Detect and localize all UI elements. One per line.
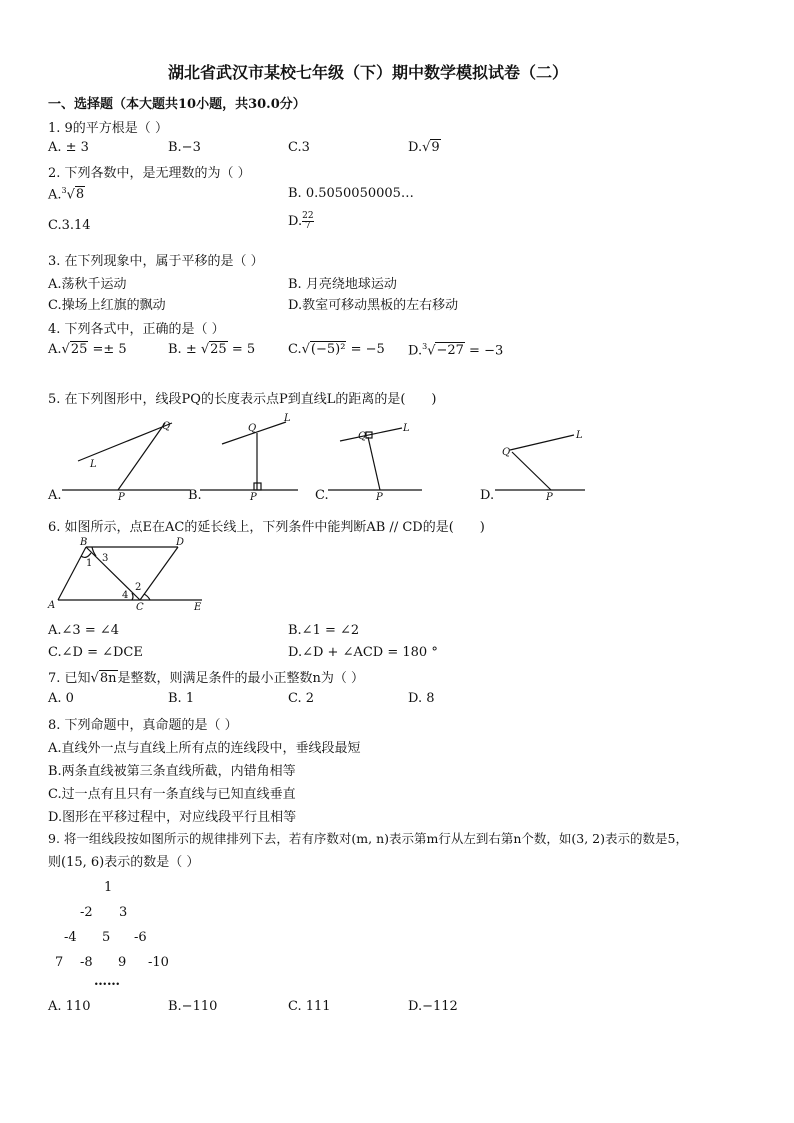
q5a-label-p: P [118, 492, 125, 503]
q5d-line-l [510, 435, 574, 450]
q6-angle-2-arc [144, 594, 150, 600]
q9-row2-n1: -2 [80, 905, 93, 920]
q5c-line-l [340, 428, 402, 441]
q1-option-c[interactable]: C.3 [288, 140, 310, 155]
q6-option-d[interactable]: D.∠D + ∠ACD = 180 ° [288, 645, 438, 660]
q5d-segment-pq [512, 452, 551, 490]
q5c-label-q: Q [358, 431, 367, 442]
q3-option-b[interactable]: B. 月亮绕地球运动 [288, 277, 397, 292]
q6-option-b[interactable]: B.∠1 = ∠2 [288, 623, 360, 638]
q8-option-c[interactable]: C.过一点有且只有一条直线与已知直线垂直 [48, 787, 296, 802]
q9-row4-n4: -10 [148, 955, 169, 970]
q9-ellipsis: …… [94, 974, 120, 989]
q6-option-c[interactable]: C.∠D = ∠DCE [48, 645, 143, 660]
q9-option-c[interactable]: C. 111 [288, 999, 331, 1014]
q9-row1-n1: 1 [104, 880, 113, 895]
q5c-label-l: L [403, 423, 410, 434]
q6-label-a: A [48, 600, 56, 611]
q5c-label-p: P [376, 492, 383, 503]
q5a-segment-pq [118, 423, 165, 490]
q6-line-bc [86, 547, 140, 600]
q8-option-b[interactable]: B.两条直线被第三条直线所截，内错角相等 [48, 764, 296, 779]
q6-figure [40, 536, 220, 614]
q5a-line-l [78, 423, 172, 461]
section-heading: 一、选择题（本大题共10小题，共30.0分） [48, 97, 306, 112]
q6-stem: 6. 如图所示，点E在AC的延长线上，下列条件中能判断AB // CD的是( ) [48, 520, 485, 535]
q3-option-a[interactable]: A.荡秋千运动 [48, 277, 127, 292]
q2-stem: 2. 下列各数中，是无理数的为（ ） [48, 166, 251, 181]
q5d-label-l: L [576, 430, 583, 441]
q3-stem: 3. 在下列现象中，属于平移的是（ ） [48, 254, 264, 269]
q5b-label-p: P [250, 492, 257, 503]
q7-option-a[interactable]: A. 0 [48, 691, 74, 706]
q6-angle-4-arc [132, 593, 133, 600]
q3-option-c[interactable]: C.操场上红旗的飘动 [48, 298, 166, 313]
q5-option-b[interactable]: B. [188, 488, 202, 503]
q6-label-4: 4 [122, 590, 129, 601]
q6-label-e: E [194, 602, 202, 613]
q6-label-2: 2 [135, 582, 142, 593]
q2-option-b[interactable]: B. 0.5050050005… [288, 186, 414, 201]
q5-option-c[interactable]: C. [315, 488, 329, 503]
q6-label-3: 3 [102, 553, 109, 564]
q1-stem: 1. 9的平方根是（ ） [48, 121, 168, 136]
q9-stem-line1: 9. 将一组线段按如图所示的规律排列下去，若有序数对(m, n)表示第m行从左到右第n个数，如(3, 2)表示的数是5， [48, 831, 688, 846]
page-title: 湖北省武汉市某校七年级（下）期中数学模拟试卷（二） [168, 63, 569, 82]
q8-stem: 8. 下列命题中，真命题的是（ ） [48, 718, 238, 733]
q9-row3-n2: 5 [102, 930, 111, 945]
q6-label-1: 1 [86, 558, 93, 569]
q5a-label-q: Q [162, 421, 171, 432]
q6-label-c: C [136, 602, 144, 613]
q9-option-d[interactable]: D.−112 [408, 999, 458, 1014]
q2-option-c[interactable]: C.3.14 [48, 218, 91, 233]
q4-option-d[interactable]: D.$^3$√−27 = −3 [408, 342, 504, 359]
q3-option-d[interactable]: D.教室可移动黑板的左右移动 [288, 298, 459, 313]
q6-line-ab [58, 547, 86, 600]
q4-option-b[interactable]: B. ± √25 = 5 [168, 342, 256, 357]
q9-row4-n1: 7 [55, 955, 64, 970]
q5c-segment-pq [368, 437, 380, 490]
q5-stem: 5. 在下列图形中，线段PQ的长度表示点P到直线L的距离的是( ) [48, 392, 437, 407]
q9-stem-line2: 则(15, 6)表示的数是（ ） [48, 855, 200, 870]
q6-label-b: B [80, 537, 88, 548]
q5-option-d[interactable]: D. [480, 488, 495, 503]
q1-option-a[interactable]: A. ± 3 [48, 140, 89, 155]
q9-row2-n2: 3 [119, 905, 128, 920]
q7-option-b[interactable]: B. 1 [168, 691, 195, 706]
q9-row3-n1: -4 [64, 930, 77, 945]
q6-option-a[interactable]: A.∠3 = ∠4 [48, 623, 120, 638]
q5b-label-q: Q [248, 423, 257, 434]
q5d-label-q: Q [502, 447, 511, 458]
q8-option-d[interactable]: D.图形在平移过程中，对应线段平行且相等 [48, 810, 297, 825]
q5b-label-l: L [284, 413, 291, 424]
q7-option-c[interactable]: C. 2 [288, 691, 315, 706]
q4-stem: 4. 下列各式中，正确的是（ ） [48, 322, 225, 337]
q4-option-a[interactable]: A.√25 =± 5 [48, 342, 127, 357]
q9-option-a[interactable]: A. 110 [48, 999, 91, 1014]
q8-option-a[interactable]: A.直线外一点与直线上所有点的连线段中，垂线段最短 [48, 741, 361, 756]
q5d-label-p: P [546, 492, 553, 503]
q6-line-cd [140, 547, 178, 600]
q2-option-d[interactable]: D. $\frac{22}{7}$ [288, 211, 314, 231]
q9-row4-n2: -8 [80, 955, 93, 970]
q5a-label-l: L [90, 459, 97, 470]
q2-option-a[interactable]: A.$^3$√8 [48, 186, 85, 203]
q1-option-d[interactable]: D.√9 [408, 140, 440, 155]
q5-option-a[interactable]: A. [48, 488, 62, 503]
q9-option-b[interactable]: B.−110 [168, 999, 218, 1014]
q1-option-b[interactable]: B.−3 [168, 140, 201, 155]
q9-row3-n3: -6 [134, 930, 147, 945]
q4-option-c[interactable]: C.√(−5)² = −5 [288, 342, 385, 357]
q7-option-d[interactable]: D. 8 [408, 691, 435, 706]
q6-label-d: D [176, 537, 185, 548]
q7-stem: 7. 已知√8n是整数，则满足条件的最小正整数n为（ ） [48, 671, 365, 686]
q9-row4-n3: 9 [118, 955, 127, 970]
